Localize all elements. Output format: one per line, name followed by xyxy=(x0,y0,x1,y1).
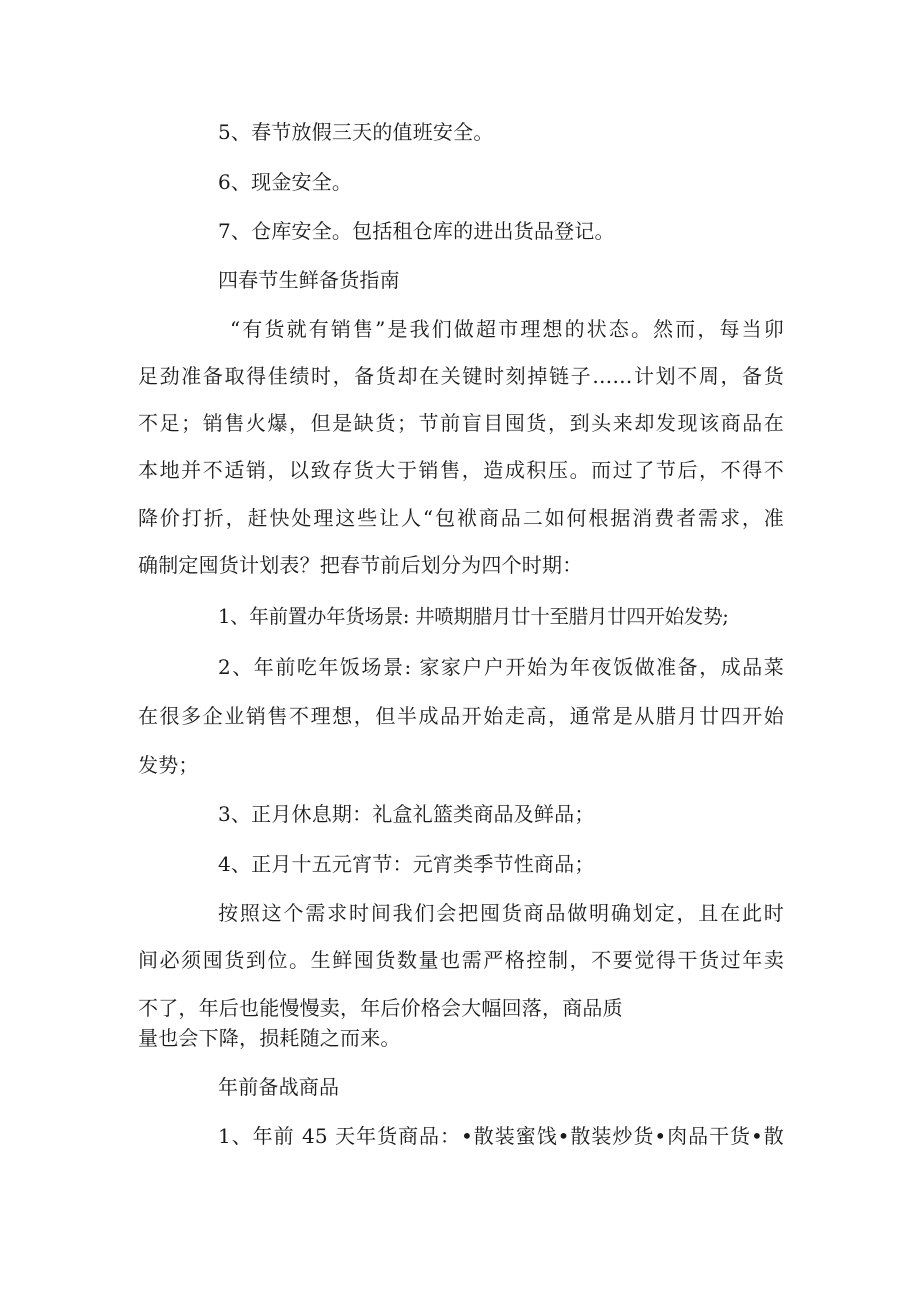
text-line-17: 按照这个需求时间我们会把囤货商品做明确划定，且在此时 xyxy=(218,901,784,925)
text-line-12: 2、年前吃年饭场景: 家家户户开始为年夜饭做准备，成品菜 xyxy=(218,655,784,679)
text-line-6: 足劲准备取得佳绩时，备货却在关键时刻掉链子……计划不周，备货 xyxy=(138,364,784,388)
text-line-18: 间必须囤货到位。生鲜囤货数量也需严格控制，不要觉得干货过年卖 xyxy=(138,948,784,972)
text-line-14: 发势； xyxy=(138,753,199,777)
text-line-20: 量也会下降，损耗随之而来。 xyxy=(138,1026,401,1050)
text-line-1: 5、春节放假三天的值班安全。 xyxy=(218,120,494,144)
text-line-2: 6、现金安全。 xyxy=(218,170,353,194)
text-line-7: 不足；销售火爆，但是缺货；节前盲目囤货，到头来却发现该商品在 xyxy=(138,411,784,435)
text-line-5: “有货就有销售”是我们做超市理想的状态。然而，每当卯 xyxy=(230,317,784,341)
text-line-11: 1、年前置办年货场景: 井喷期腊月廿十至腊月廿四开始发势; xyxy=(218,605,729,628)
text-line-8: 本地并不适销，以致存货大于销售，造成积压。而过了节后，不得不 xyxy=(138,458,784,482)
text-line-3: 7、仓库安全。包括租仓库的进出货品登记。 xyxy=(218,219,615,243)
text-line-9: 降价打折，赶快处理这些让人“包袱商品二如何根据消费者需求，准 xyxy=(138,506,784,530)
text-line-16: 4、正月十五元宵节：元宵类季节性商品； xyxy=(218,852,595,876)
text-line-15: 3、正月休息期：礼盒礼篮类商品及鲜品； xyxy=(218,802,595,826)
section-heading: 四春节生鲜备货指南 xyxy=(218,268,400,292)
text-line-19: 不了，年后也能慢慢卖，年后价格会大幅回落，商品质 xyxy=(138,996,623,1020)
subheading: 年前备战商品 xyxy=(218,1075,340,1099)
text-line-22: 1、年前 45 天年货商品：•散装蜜饯•散装炒货•肉品干货•散 xyxy=(218,1124,784,1148)
text-line-10: 确制定囤货计划表？把春节前后划分为四个时期： xyxy=(138,553,583,577)
text-line-13: 在很多企业销售不理想，但半成品开始走高，通常是从腊月廿四开始 xyxy=(138,704,784,728)
